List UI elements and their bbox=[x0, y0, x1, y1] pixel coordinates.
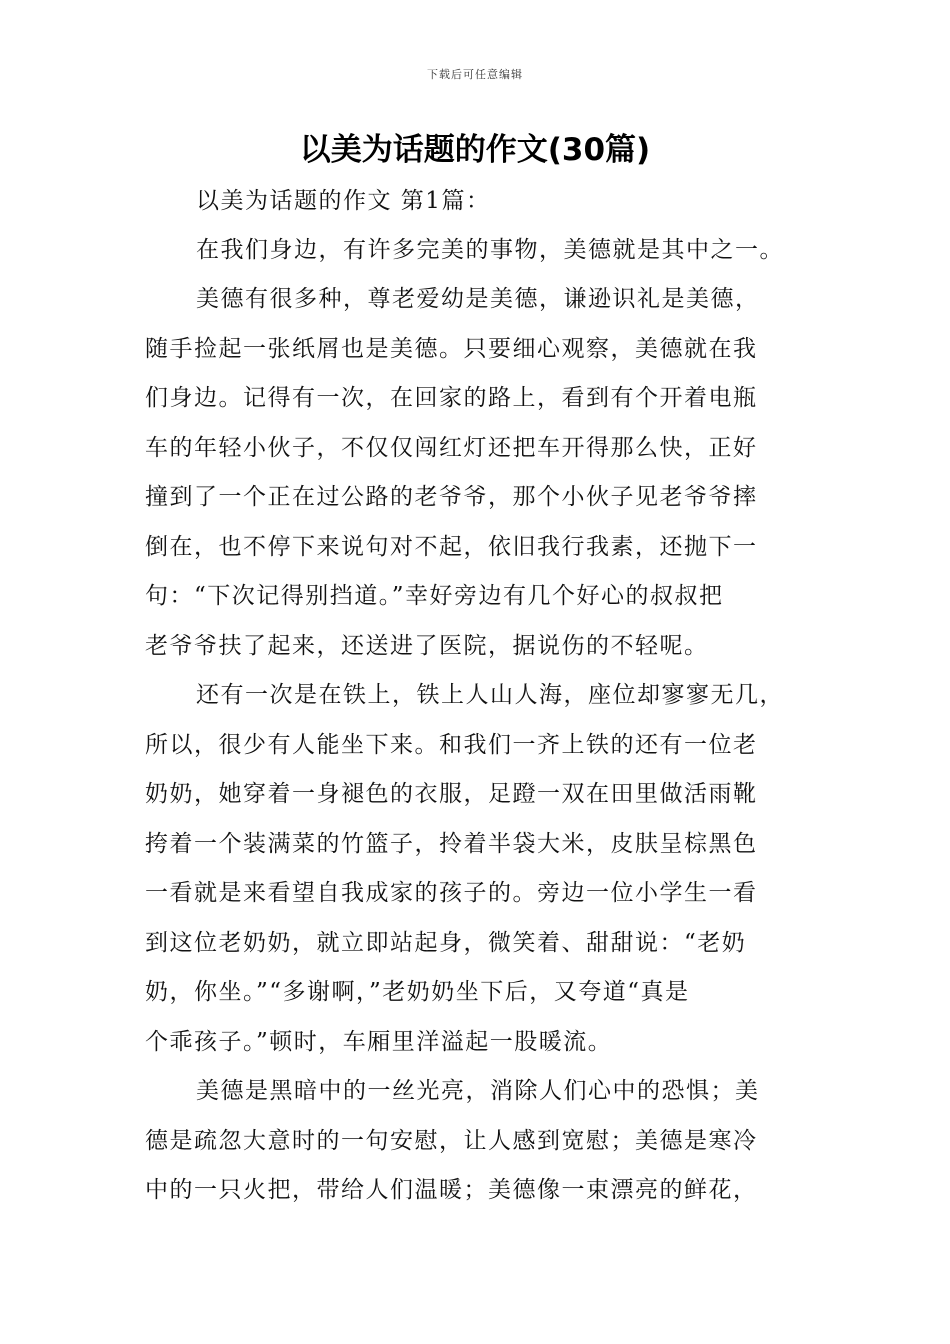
text-line: 中的一只火把，带给人们温暖；美德像一束漂亮的鲜花， bbox=[145, 1177, 758, 1203]
text-line: 还有一次是在铁上，铁上人山人海，座位却寥寥无几， bbox=[196, 682, 784, 708]
text-line: 挎着一个装满菜的竹篮子，拎着半袋大米，皮肤呈棕黑色 bbox=[145, 831, 758, 857]
text-line: 个乖孩子。”顿时，车厢里洋溢起一股暖流。 bbox=[145, 1029, 613, 1055]
text-line: 奶，你坐。”“多谢啊，”老奶奶坐下后，又夸道“真是 bbox=[145, 979, 690, 1005]
text-line: 德是疏忽大意时的一句安慰，让人感到宽慰；美德是寒冷 bbox=[145, 1128, 758, 1154]
text-line: 车的年轻小伙子，不仅仅闯红灯还把车开得那么快，正好 bbox=[145, 435, 758, 461]
text-line: 美德是黑暗中的一丝光亮，消除人们心中的恐惧；美 bbox=[196, 1078, 760, 1104]
text-line: 一看就是来看望自我成家的孩子的。旁边一位小学生一看 bbox=[145, 880, 758, 906]
text-line: 以美为话题的作文 第1篇： bbox=[196, 188, 491, 214]
text-line: 所以，很少有人能坐下来。和我们一齐上铁的还有一位老 bbox=[145, 732, 758, 758]
document-title: 以美为话题的作文(30篇) bbox=[299, 132, 651, 168]
text-line: 老爷爷扶了起来，还送进了医院，据说伤的不轻呢。 bbox=[145, 633, 709, 659]
text-line: 在我们身边，有许多完美的事物，美德就是其中之一。 bbox=[196, 237, 784, 263]
text-line: 随手捡起一张纸屑也是美德。只要细心观察，美德就在我 bbox=[145, 336, 758, 362]
text-line: 到这位老奶奶，就立即站起身，微笑着、甜甜说：“老奶 bbox=[145, 930, 747, 956]
header-note: 下载后可任意编辑 bbox=[427, 68, 523, 81]
text-line: 撞到了一个正在过公路的老爷爷，那个小伙子见老爷爷摔 bbox=[145, 484, 758, 510]
text-line: 们身边。记得有一次，在回家的路上，看到有个开着电瓶 bbox=[145, 385, 758, 411]
text-line: 倒在，也不停下来说句对不起，依旧我行我素，还抛下一 bbox=[145, 534, 758, 560]
text-line: 句：“下次记得别挡道。”幸好旁边有几个好心的叔叔把 bbox=[145, 583, 724, 609]
text-line: 美德有很多种，尊老爱幼是美德，谦逊识礼是美德， bbox=[196, 286, 760, 312]
text-line: 奶奶，她穿着一身褪色的衣服，足蹬一双在田里做活雨靴 bbox=[145, 781, 758, 807]
